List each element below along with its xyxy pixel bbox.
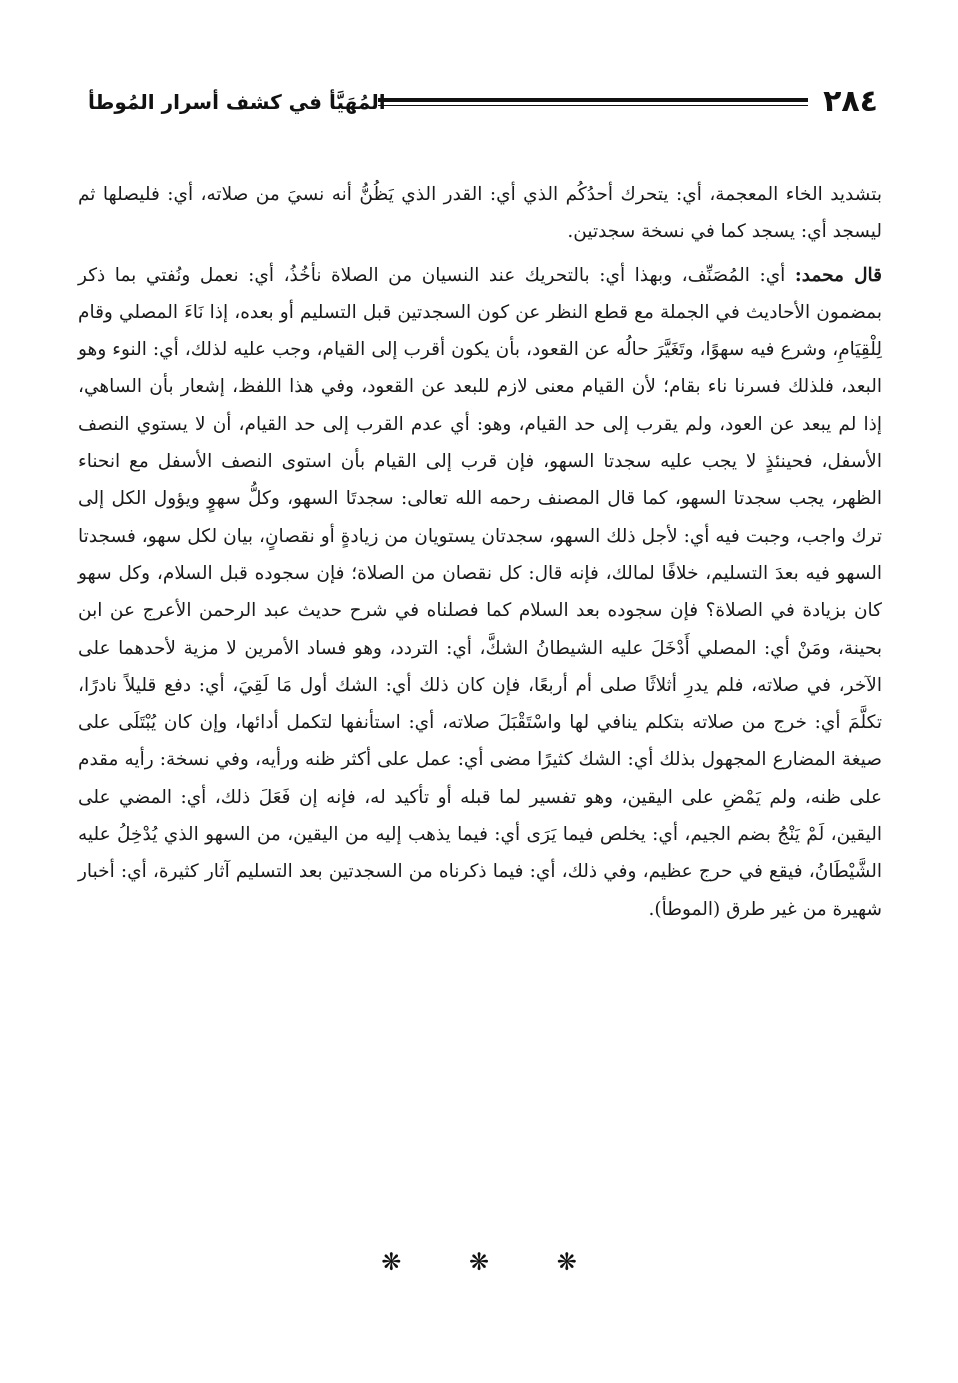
paragraph	[78, 257, 882, 928]
page-number: ٢٨٤	[823, 84, 878, 119]
section-ornaments	[0, 1248, 958, 1276]
paragraph-text: بتشديد الخاء المعجمة، أي: يتحرك أحدُكُم الذي أي: القدر الذي يَظُنُّ أنه نسيَ من صلاته، أي: فليصلها ثم ليسجد أي: يسجد كما في نسخة سجدتين.	[78, 184, 882, 243]
book-title: المُهَيَّأ في كشف أسرار المُوطأ	[88, 90, 386, 114]
ornament-icon: ❋	[381, 1248, 402, 1276]
paragraph-lead: قال محمد:	[794, 264, 882, 286]
paragraph-text: أي: المُصَنِّف، وبهذا أي: بالتحريك عند النسيان من الصلاة نأخُذُ، أي: نعمل ونُفتي بما ذكر بمضمون الأحاديث في الجملة مع قطع النظر عن كون السجدتين قبل التسليم أو بعده، إذا نَاءَ المصلي وقام لِلْقِيَامِ، وشرع فيه سهوًا، وتَغَيَّرَ حالُه عن القعود، بأن يكون أقرب إلى القيام، وجب عليه لذلك، أي: النوء وهو البعد، فلذلك فسرنا ناء بقام؛ لأن القيام معنى لازم للبعد عن القعود، وفي هذا اللفظ، إشعار بأن الساهي، إذا لم يبعد عن العود، ولم يقرب إلى حد القيام، وهو: أي عدم القرب إلى حد القيام، أن لا يستوي النصف الأسفل، فحينئذٍ لا يجب عليه سجدتا السهو، فإن قرب إلى القيام بأن استوى النصف الأسفل مع انحناء الظهر، يجب سجدتا السهو، كما قال المصنف رحمه الله تعالى: سجدتَا السهو، وكلُّ سهوٍ ويؤول الكل إلى ترك واجب، وجبت فيه أي: لأجل ذلك السهو، سجدتان يستويان من زيادةٍ أو نقصانٍ، بيان لكل سهو، فسجدتا السهو فيه بعدَ التسليم، خلافًا لمالك، فإنه قال: كل نقصان من الصلاة؛ فإن سجوده قبل السلام، وكل سهو كان بزيادة في الصلاة؟ فإن سجوده بعد السلام كما فصلناه في شرح حديث عبد الرحمن الأعرج عن ابن بحينة، ومَنْ أي: المصلي أَدْخَلَ عليه الشيطانُ الشكَّ، أي: التردد، وهو فساد الأمرين لا مزية لأحدهما على الآخر، في صلاته، فلم يدرِ أثلاثًا صلى أم أربعًا، فإن كان ذلك أي: الشك أول مَا لَقِيَ، أي: دفع قليلاً نادرًا، تكلَّمَ أي: خرج من صلاته بتكلم ينافي لها واسْتَقْبَلَ صلاته، أي: استأنفها لتكمل أدائها، وإن كان يُبْتَلَى على صيغة المضارع المجهول بذلك أي: الشك كثيرًا مضى أي: عمل على أكثر ظنه ورأيه، وفي نسخة: رأيه مقدم على ظنه، ولم يَمْضِ على اليقين، وهو تفسير لما قبله أو تأكيد له، فإنه إن فَعَلَ ذلك، أي: المضي على اليقين، لَمْ يَنْجُ بضم الجيم، أي: يخلص فيما يَرَى أي: فيما يذهب إليه من اليقين، من السهو الذي يُدْخِلُ عليه الشَّيْطَانُ، فيقع في حرج عظيم، وفي ذلك، أي: فيما ذكرناه من السجدتين بعد التسليم آثار كثيرة، أي: أخبار شهيرة من غير طرق (الموطأ).	[78, 264, 882, 920]
body-text	[78, 176, 882, 928]
page-header	[88, 82, 878, 122]
header-rule	[378, 98, 808, 106]
ornament-icon: ❋	[468, 1248, 490, 1276]
ornament-icon: ❋	[556, 1248, 577, 1276]
paragraph	[78, 176, 882, 251]
